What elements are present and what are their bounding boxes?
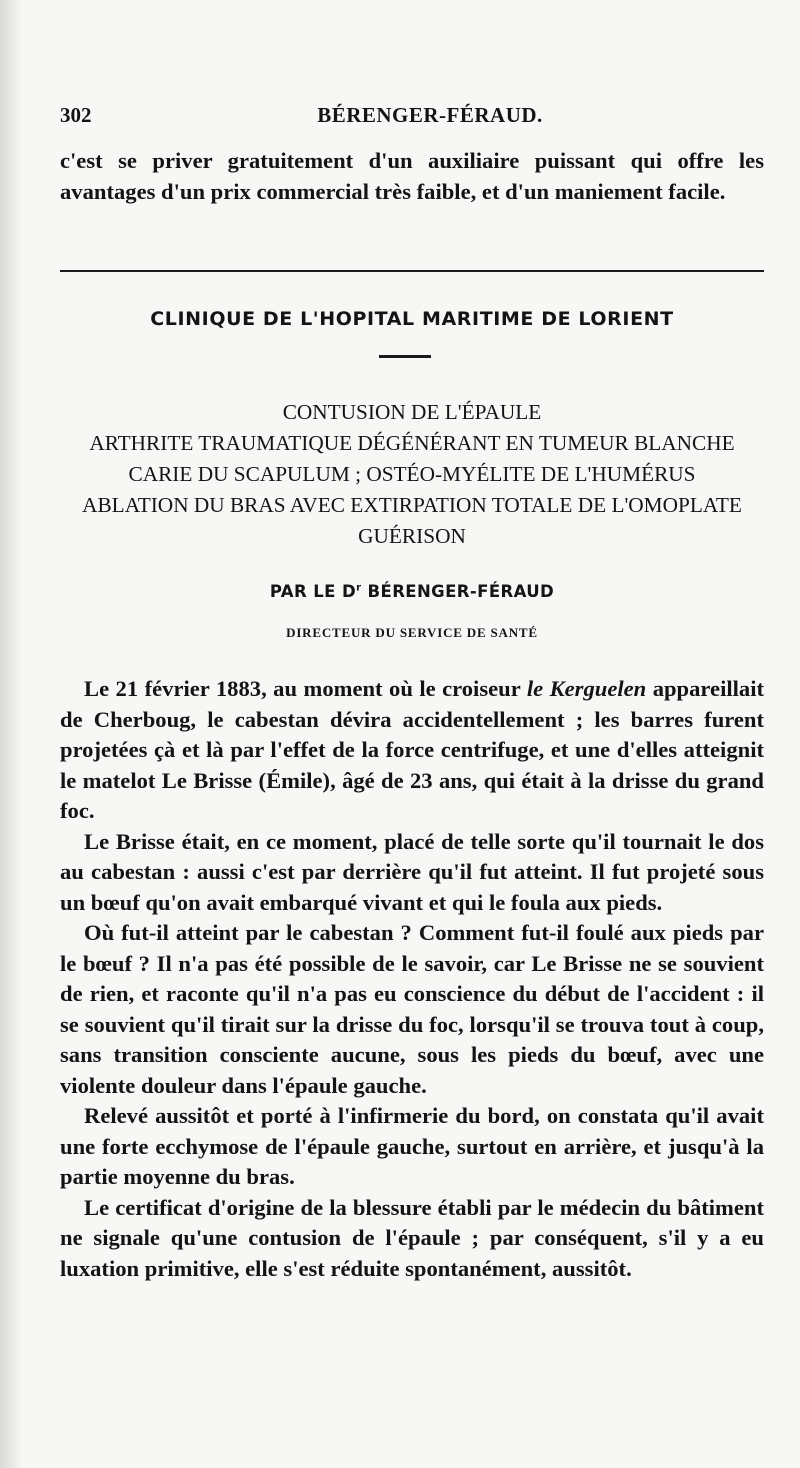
ship-name: le Kerguelen — [526, 676, 647, 701]
p1-start: Le 21 février 1883, au moment où le croiseur — [84, 676, 527, 701]
author-prefix: PAR LE D — [269, 582, 357, 601]
case-title — [60, 397, 764, 552]
running-head — [60, 103, 760, 133]
running-title: BÉRENGER-FÉRAUD. — [317, 103, 543, 127]
case-title-line: ABLATION DU BRAS AVEC EXTIRPATION TOTALE DE L'OMOPLATE — [82, 493, 742, 517]
body-paragraph — [60, 674, 764, 827]
page-gutter-shadow — [0, 0, 22, 1468]
author-prefix-sup: r — [356, 582, 362, 594]
section-divider — [60, 270, 764, 272]
body-paragraph: Le Brisse était, en ce moment, placé de telle sorte qu'il tournait le dos au cabestan : aussi c'est par derrière qu'il fut atteint. Il fut projeté sous un bœuf qu'on avait embarqué vivant et qui le foula aux pieds. — [60, 828, 764, 915]
case-title-line: ARTHRITE TRAUMATIQUE DÉGÉNÉRANT EN TUMEUR BLANCHE — [89, 431, 735, 455]
case-title-line: GUÉRISON — [358, 524, 466, 548]
author-name: BÉRENGER-FÉRAUD — [361, 582, 555, 601]
body-paragraph: Relevé aussitôt et porté à l'infirmerie du bord, on constata qu'il avait une forte ecchymose de l'épaule gauche, surtout en arrière, et jusqu'à la partie moyenne du bras. — [60, 1103, 764, 1189]
page-number: 302 — [60, 103, 92, 127]
body-paragraph: Où fut-il atteint par le cabestan ? Comment fut-il foulé aux pieds par le bœuf ? Il n'a pas été possible de le savoir, car Le Brisse ne se souvient de rien, et raconte qu'il n'a pas eu conscience du début de l'accident : il se souvient qu'il tirait sur la drisse du foc, lorsqu'il se trouva tout à coup, sans transition consciente aucune, sous les pieds du bœuf, avec une violente douleur dans l'épaule gauche. — [60, 920, 764, 1098]
p1-end: appareillait de Cherboug, le cabestan dévira accidentellement ; les barres furent projetées çà et là par l'effet de la force centrifuge, et une d'elles atteignit le matelot Le Brisse (Émile), âgé de 23 ans, qui était à la drisse du grand foc. — [60, 676, 764, 823]
article-body — [60, 674, 764, 1284]
heading-short-rule — [379, 355, 431, 358]
body-paragraph: Le certificat d'origine de la blessure établi par le médecin du bâtiment ne signale qu'une contusion de l'épaule ; par conséquent, s'il y a eu luxation primitive, elle s'est réduite spontanément, aussitôt. — [60, 1194, 764, 1281]
clinic-heading: CLINIQUE DE L'HOPITAL MARITIME DE LORIENT — [150, 308, 674, 330]
case-title-line: CONTUSION DE L'ÉPAULE — [282, 400, 542, 424]
case-title-line: CARIE DU SCAPULUM ; OSTÉO-MYÉLITE DE L'HUMÉRUS — [128, 462, 696, 486]
author-role: DIRECTEUR DU SERVICE DE SANTÉ — [286, 625, 538, 640]
intro-text: c'est se priver gratuitement d'un auxiliaire puissant qui offre les avantages d'un prix commercial très faible, et d'un maniement facile. — [60, 148, 764, 204]
intro-paragraph — [60, 146, 764, 207]
author-byline — [60, 582, 764, 601]
